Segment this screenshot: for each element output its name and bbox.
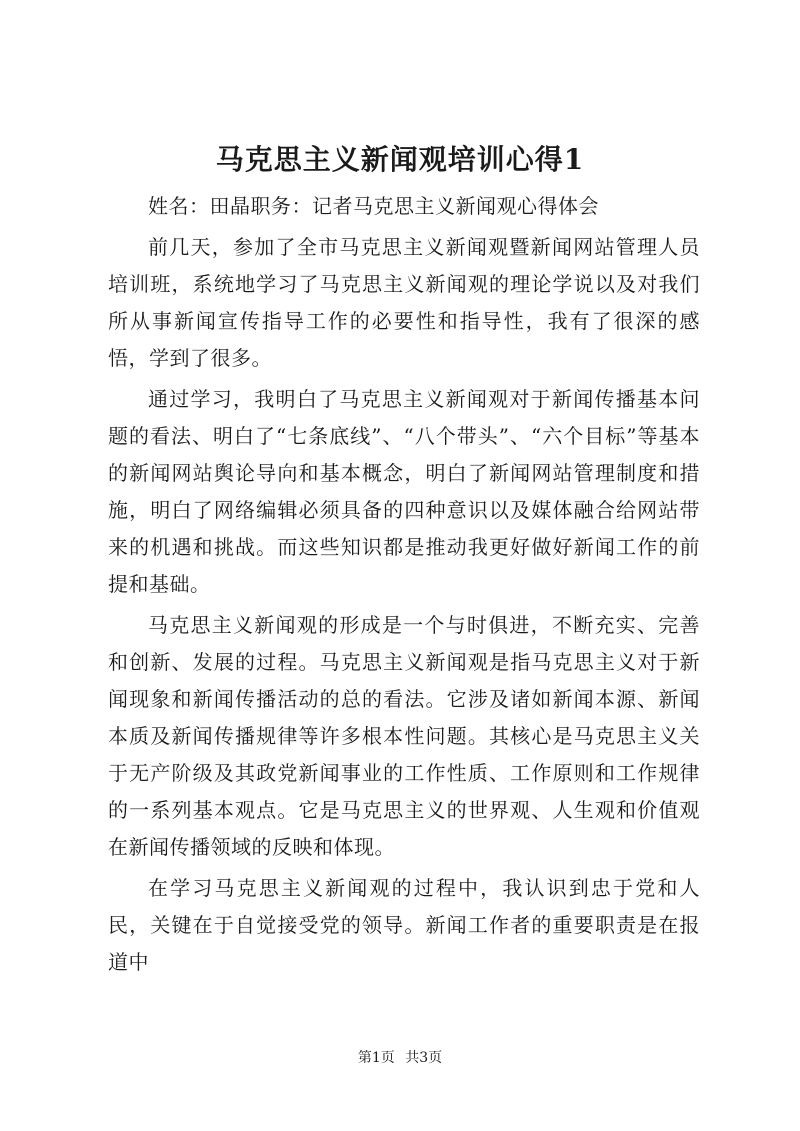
document-body — [108, 188, 700, 981]
page-total: 共3页 — [405, 1050, 443, 1066]
paragraph-2: 通过学习，我明白了马克思主义新闻观对于新闻传播基本问题的看法、明白了“七条底线”、“八个带头”、“六个目标”等基本的新闻网站舆论导向和基本概念，明白了新闻网站管理制度和措施，明白了网络编辑必须具备的四种意识以及媒体融合给网站带来的机遇和挑战。而这些知识都是推动我更好做好新闻工作的前提和基础。 — [108, 387, 700, 596]
paragraph-1: 前几天，参加了全市马克思主义新闻观暨新闻网站管理人员培训班，系统地学习了马克思主义新闻观的理论学说以及对我们所从事新闻宣传指导工作的必要性和指导性，我有了很深的感悟，学到了很多。 — [108, 235, 700, 370]
document-title: 马克思主义新闻观培训心得1 — [215, 143, 585, 176]
author-line: 姓名：田晶职务：记者马克思主义新闻观心得体会 — [148, 194, 599, 218]
paragraph-4: 在学习马克思主义新闻观的过程中，我认识到忠于党和人民，关键在于自觉接受党的领导。新闻工作者的重要职责是在报道中 — [108, 876, 700, 974]
page-footer — [0, 1048, 800, 1068]
paragraph-3: 马克思主义新闻观的形成是一个与时俱进，不断充实、完善和创新、发展的过程。马克思主义新闻观是指马克思主义对于新闻现象和新闻传播活动的总的看法。它涉及诸如新闻本源、新闻本质及新闻传播规律等许多根本性问题。其核心是马克思主义关于无产阶级及其政党新闻事业的工作性质、工作原则和工作规律的一系列基本观点。它是马克思主义的世界观、人生观和价值观在新闻传播领域的反映和体现。 — [108, 613, 700, 859]
page-number: 第1页 — [357, 1050, 395, 1066]
